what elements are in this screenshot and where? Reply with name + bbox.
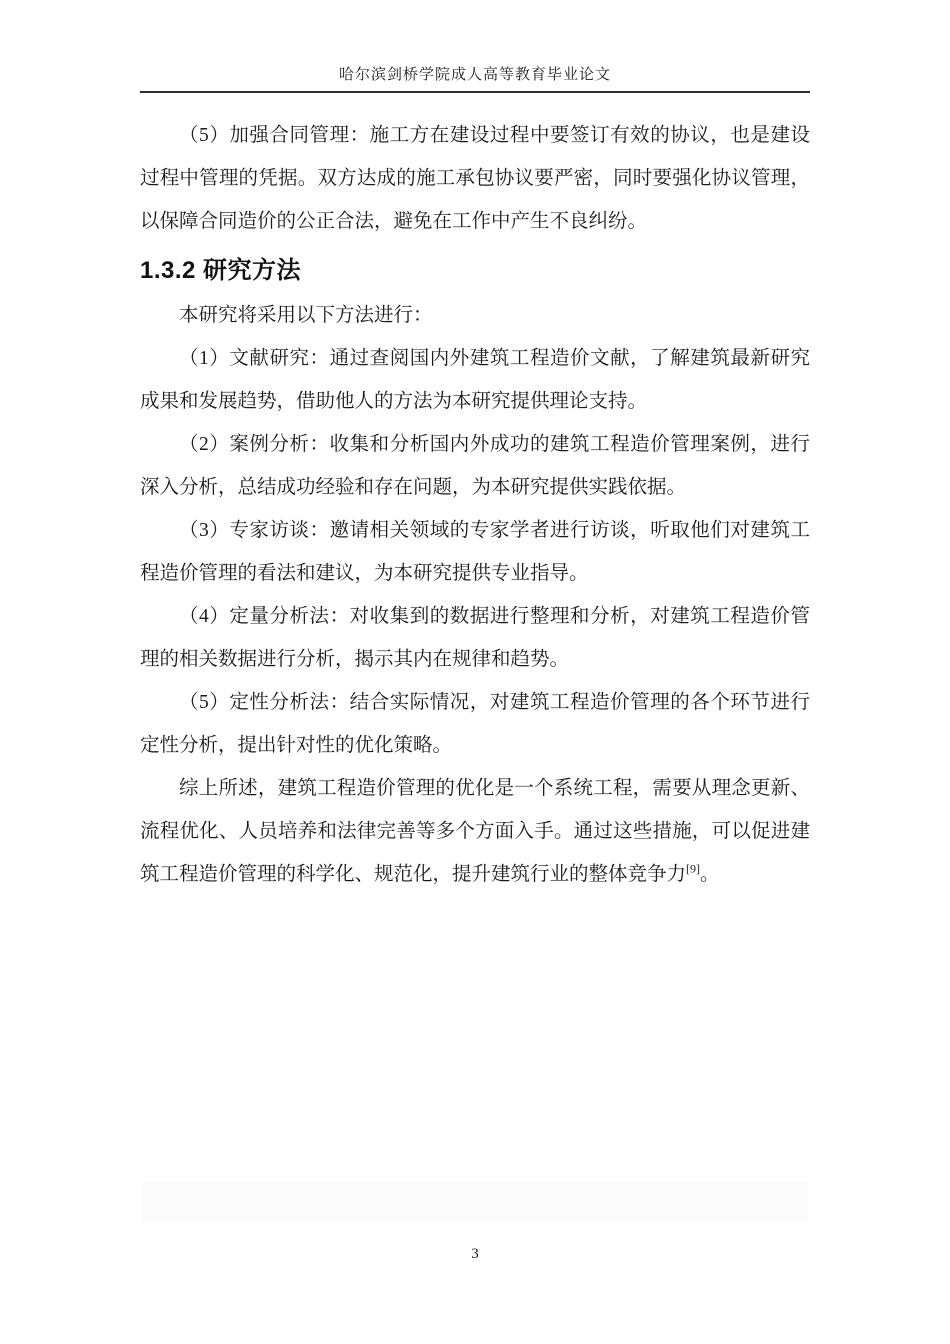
conclusion-period: 。 xyxy=(700,864,720,885)
paragraph-method-literature: （1）文献研究：通过查阅国内外建筑工程造价文献，了解建筑最新研究成果和发展趋势，借助他人的方法为本研究提供理论支持。 xyxy=(140,348,810,412)
footer-highlight-box xyxy=(142,1182,808,1223)
paragraph-method-case-analysis: （2）案例分析：收集和分析国内外成功的建筑工程造价管理案例，进行深入分析，总结成功经验和存在问题，为本研究提供实践依据。 xyxy=(140,434,810,498)
paragraph-method-quantitative: （4）定量分析法：对收集到的数据进行整理和分析，对建筑工程造价管理的相关数据进行分析，揭示其内在规律和趋势。 xyxy=(140,606,810,670)
page-content xyxy=(140,114,810,896)
conclusion-text: 综上所述，建筑工程造价管理的优化是一个系统工程，需要从理念更新、流程优化、人员培养和法律完善等多个方面入手。通过这些措施，可以促进建筑工程造价管理的科学化、规范化，提升建筑行业的整体竞争力 xyxy=(140,778,810,885)
paragraph-method-expert-interview: （3）专家访谈：邀请相关领域的专家学者进行访谈，听取他们对建筑工程造价管理的看法和建议，为本研究提供专业指导。 xyxy=(140,520,810,584)
page-number: 3 xyxy=(471,1246,479,1262)
page-header xyxy=(140,0,810,93)
paragraph-intro: 本研究将采用以下方法进行： xyxy=(179,305,433,326)
citation-reference: [9] xyxy=(686,861,701,876)
header-title: 哈尔滨剑桥学院成人高等教育毕业论文 xyxy=(338,67,611,83)
section-heading-research-methods: 1.3.2 研究方法 xyxy=(140,257,302,284)
paragraph-conclusion xyxy=(140,767,810,896)
paragraph-contract-management: （5）加强合同管理：施工方在建设过程中要签订有效的协议，也是建设过程中管理的凭据。双方达成的施工承包协议要严密，同时要强化协议管理，以保障合同造价的公正合法，避免在工作中产生不良纠纷。 xyxy=(140,125,810,232)
paragraph-method-qualitative: （5）定性分析法：结合实际情况，对建筑工程造价管理的各个环节进行定性分析，提出针对性的优化策略。 xyxy=(140,692,810,756)
